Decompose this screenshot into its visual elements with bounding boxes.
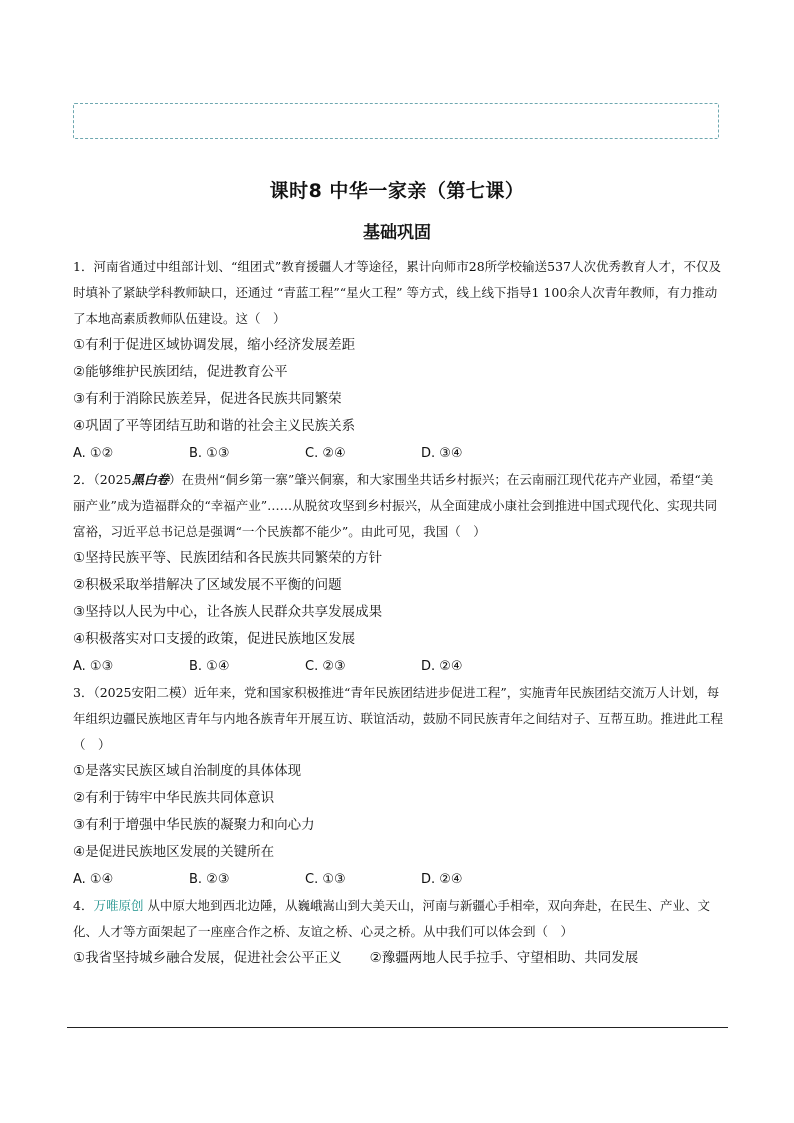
choice-c[interactable]: C. ②④ xyxy=(305,446,346,461)
question-list xyxy=(73,254,723,972)
choice-b[interactable]: B. ①③ xyxy=(189,446,230,461)
choice-c[interactable]: C. ①③ xyxy=(305,872,346,887)
statement-option: ②积极采取举措解决了区域发展不平衡的问题 xyxy=(73,577,342,593)
answer-choices xyxy=(73,440,723,467)
statement-option-row xyxy=(73,945,723,972)
page-title: 课时8 中华一家亲（第七课） xyxy=(269,180,525,202)
stem-text: ）在贵州“侗乡第一寨”肇兴侗寨，和大家围坐共话乡村振兴；在云南丽江现代花卉产业园，希望“美丽产业”成为造福群众的“幸福产业”……从脱贫攻坚到乡村振兴，从全面建成小康社会到推进中国式现代化、实现共同富裕，习近平总书记总是强调“一个民族都不能少”。由此可见，我国（ ） xyxy=(73,472,718,539)
choice-b[interactable]: B. ①④ xyxy=(189,659,230,674)
source-tag: 黑白卷 xyxy=(131,472,170,487)
page-divider xyxy=(67,1027,728,1028)
question-1 xyxy=(73,254,723,467)
question-stem: 1．河南省通过中组部计划、“组团式”教育援疆人才等途径，累计向师市28所学校输送537人次优秀教育人才，不仅及时填补了紧缺学科教师缺口，还通过 “青蓝工程”“星火工程” 等方式，线上线下指导1 100余人次青年教师，有力推动了本地高素质教师队伍建设。这（ ） xyxy=(73,259,722,326)
choice-a[interactable]: A. ①③ xyxy=(73,659,114,674)
choice-c[interactable]: C. ②③ xyxy=(305,659,346,674)
choice-d[interactable]: D. ②④ xyxy=(421,872,463,887)
statement-option: ③有利于消除民族差异，促进各民族共同繁荣 xyxy=(73,391,342,407)
question-3 xyxy=(73,680,723,893)
question-2 xyxy=(73,467,723,680)
statement-option: ③坚持以人民为中心，让各族人民群众共享发展成果 xyxy=(73,604,383,620)
stem-text: 从中原大地到西北边陲，从巍峨嵩山到大美天山，河南与新疆心手相牵，双向奔赴，在民生、产业、文化、人才等方面架起了一座座合作之桥、友谊之桥、心灵之桥。从中我们可以体会到（ ） xyxy=(73,898,710,939)
statement-option: ④巩固了平等团结互助和谐的社会主义民族关系 xyxy=(73,418,356,434)
source-tag: 万唯原创 xyxy=(93,898,144,913)
statement-option: ②豫疆两地人民手拉手、守望相助、共同发展 xyxy=(369,950,639,966)
question-stem xyxy=(73,467,723,545)
question-4 xyxy=(73,893,723,972)
statement-option: ②能够维护民族团结，促进教育公平 xyxy=(73,364,288,380)
question-stem: 3．（2025安阳二模）近年来，党和国家积极推进“青年民族团结进步促进工程”，实施青年民族团结交流万人计划，每年组织边疆民族地区青年与内地各族青年开展互访、联谊活动，鼓励不同民族青年之间结对子、互帮互助。推进此工程（ ） xyxy=(73,685,724,752)
statement-option: ②有利于铸牢中华民族共同体意识 xyxy=(73,790,275,806)
answer-choices xyxy=(73,653,723,680)
statement-option: ③有利于增强中华民族的凝聚力和向心力 xyxy=(73,817,315,833)
statement-option: ①有利于促进区域协调发展，缩小经济发展差距 xyxy=(73,337,356,353)
statement-option: ④积极落实对口支援的政策，促进民族地区发展 xyxy=(73,631,356,647)
choice-d[interactable]: D. ③④ xyxy=(421,446,463,461)
choice-a[interactable]: A. ①② xyxy=(73,446,114,461)
choice-b[interactable]: B. ②③ xyxy=(189,872,230,887)
question-stem xyxy=(73,893,723,945)
choice-d[interactable]: D. ②④ xyxy=(421,659,463,674)
answer-choices xyxy=(73,866,723,893)
header-placeholder-box xyxy=(73,103,719,139)
choice-a[interactable]: A. ①④ xyxy=(73,872,114,887)
statement-option: ①坚持民族平等、民族团结和各民族共同繁荣的方针 xyxy=(73,550,383,566)
stem-prefix: 2．（2025 xyxy=(73,472,132,487)
statement-option: ①是落实民族区域自治制度的具体体现 xyxy=(73,763,302,779)
statement-option: ①我省坚持城乡融合发展，促进社会公平正义 xyxy=(73,950,342,966)
statement-option: ④是促进民族地区发展的关键所在 xyxy=(73,844,275,860)
stem-prefix: 4． xyxy=(73,898,94,913)
section-heading: 基础巩固 xyxy=(363,223,431,243)
